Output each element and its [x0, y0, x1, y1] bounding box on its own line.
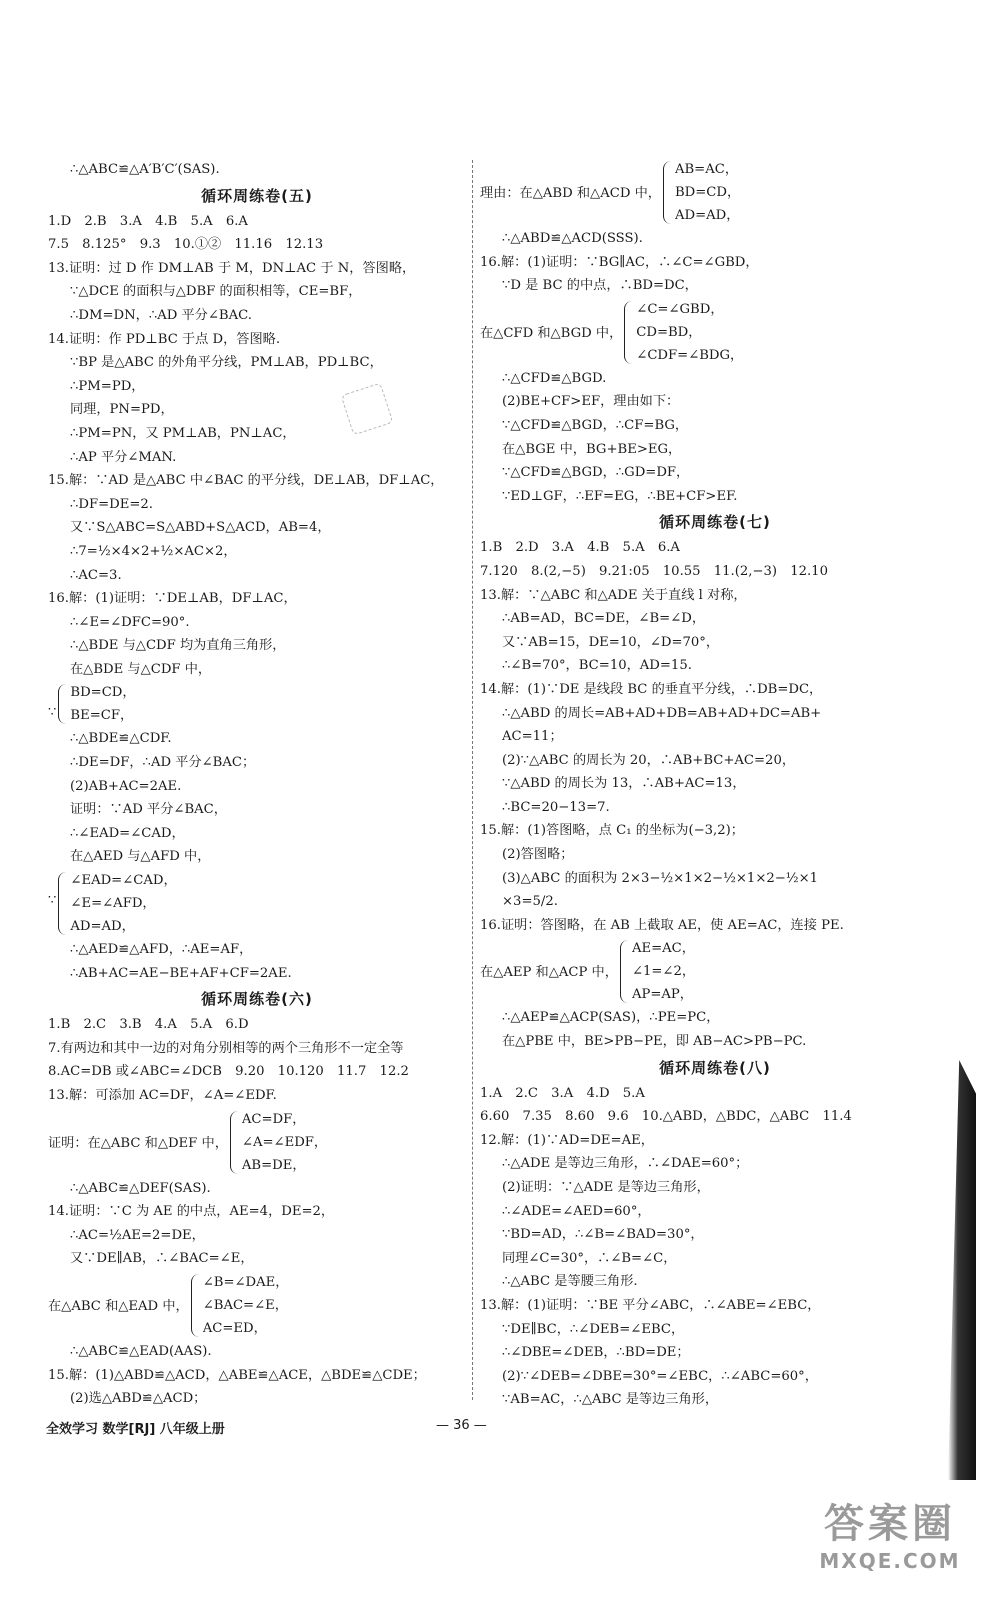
answer-line: 在△BDE 与△CDF 中，: [70, 661, 212, 677]
equation-system: [48, 1108, 466, 1177]
answer-line: 证明：∵AD 平分∠BAC，: [70, 802, 227, 818]
system-lead-text: 在△ABC 和△EAD 中，: [48, 1298, 189, 1314]
system-row: ∠A=∠EDF，: [241, 1134, 328, 1150]
answer-line: (2)∵∠DEB=∠DBE=30°=∠EBC，∴∠ABC=60°，: [502, 1368, 818, 1384]
system-row: AC=ED，: [202, 1320, 267, 1336]
answer-line: ∴△CFD≌△BGD.: [502, 370, 607, 386]
answer-line: AC=11；: [502, 729, 563, 745]
answer-line: ∴∠ADE=∠AED=60°，: [502, 1203, 651, 1219]
answer-line: 12.解：(1)∵AD=DE=AE，: [480, 1132, 654, 1148]
answer-line: ∴AC=½AE=2=DE，: [70, 1227, 205, 1243]
site-watermark: [790, 1492, 990, 1584]
answer-line: ∵△CFD≌△BGD，∴GD=DF，: [502, 465, 690, 481]
answer-line: ∴△ABC 是等腰三角形.: [502, 1274, 638, 1290]
answer-line: 16.解：(1)证明：∵DE⊥AB，DF⊥AC，: [48, 591, 297, 607]
system-row: AB=DE，: [241, 1157, 306, 1173]
answer-line: 同理∠C=30°，∴∠B=∠C，: [502, 1250, 677, 1266]
brace-symbol: [663, 161, 671, 224]
system-row: AB=AC，: [674, 162, 739, 177]
system-row: ∠B=∠DAE，: [202, 1274, 289, 1290]
answer-line: ∵△ABD 的周长为 13，∴AB+AC=13，: [502, 776, 746, 792]
answer-line: 13.证明：过 D 作 DM⊥AB 于 M，DN⊥AC 于 N，答图略，: [48, 260, 416, 276]
brace-symbol: [58, 872, 66, 935]
system-row: CD=BD，: [636, 324, 702, 340]
answer-line: ∴AB=AD，BC=DE，∠B=∠D，: [502, 611, 706, 627]
answer-line: 1.B 2.D 3.A 4.B 5.A 6.A: [480, 540, 680, 556]
system-row: BD=CD，: [70, 685, 136, 701]
column-divider: [472, 160, 473, 1400]
brace-symbol: [620, 940, 628, 1003]
answer-line: (2)选△ABD≌△ACD；: [70, 1391, 207, 1407]
system-lead-text: ∵: [48, 893, 57, 909]
equation-system: [480, 298, 950, 367]
answer-line: ∴∠EAD=∠CAD，: [70, 825, 185, 841]
system-lead-text: ∵: [48, 705, 57, 721]
answer-line: ∴△AED≌△AFD，∴AE=AF，: [70, 942, 253, 958]
answer-line: ∴△ABC≌△DEF(SAS).: [70, 1180, 211, 1196]
answer-line: 16.证明：答图略，在 AB 上截取 AE，使 AE=AC，连接 PE.: [480, 917, 844, 933]
answer-line: ∵BP 是△ABC 的外角平分线，PM⊥AB，PD⊥BC，: [70, 355, 383, 371]
answer-line: ∵ED⊥GF，∴EF=EG，∴BE+CF>EF.: [502, 488, 738, 504]
brace-symbol: [191, 1274, 199, 1337]
brace-symbol: [58, 684, 66, 724]
system-row: ∠C=∠GBD，: [636, 301, 724, 317]
answer-line: ∴DF=DE=2.: [70, 496, 153, 512]
book-title: 全效学习 数学[RJ] 八年级上册: [46, 1422, 225, 1437]
answer-line: ×3=5/2.: [502, 894, 558, 910]
system-row: ∠E=∠AFD，: [70, 896, 156, 912]
system-lead-text: 在△AEP 和△ACP 中，: [480, 965, 618, 981]
watermark-url: MXQE.COM: [819, 1549, 961, 1573]
answer-line: 15.解：∵AD 是△ABC 中∠BAC 的平分线，DE⊥AB，DF⊥AC，: [48, 473, 444, 489]
equation-system: [48, 1271, 466, 1340]
answer-line: 同理，PN=PD，: [70, 402, 174, 418]
answer-line: 又∵S△ABC=S△ABD+S△ACD，AB=4，: [70, 520, 331, 536]
answer-line: (2)BE+CF>EF，理由如下：: [502, 394, 680, 410]
answer-line: ∴△AEP≌△ACP(SAS)，∴PE=PC，: [502, 1010, 720, 1026]
left-column: [48, 158, 466, 1411]
answer-line: ∴△ABC≌△EAD(AAS).: [70, 1343, 212, 1359]
system-row: BE=CF，: [70, 708, 134, 724]
system-lead-text: 理由：在△ABD 和△ACD 中，: [480, 186, 661, 201]
answer-line: 1.B 2.C 3.B 4.A 5.A 6.D: [48, 1017, 249, 1033]
answer-line: (2)AB+AC=2AE.: [70, 778, 182, 794]
system-row: AD=AD，: [674, 208, 740, 223]
answer-line: ∵△CFD≌△BGD，∴CF=BG，: [502, 417, 689, 433]
answer-line: ∴△ABC≌△A′B′C′(SAS).: [70, 162, 220, 177]
answer-line: 16.解：(1)证明：∵BG∥AC，∴∠C=∠GBD，: [480, 254, 759, 270]
answer-line: ∴∠E=∠DFC=90°.: [70, 614, 190, 630]
system-row: AE=AC，: [631, 941, 695, 957]
brace-symbol: [624, 301, 632, 364]
answer-line: ∴△ABD 的周长=AB+AD+DB=AB+AD+DC=AB+: [502, 705, 822, 721]
answer-line: ∴AB+AC=AE−BE+AF+CF=2AE.: [70, 965, 292, 981]
answer-line: 7.5 8.125° 9.3 10.①② 11.16 12.13: [48, 237, 324, 253]
answer-line: ∴DM=DN，∴AD 平分∠BAC.: [70, 307, 252, 323]
answer-line: ∴△ABD≌△ACD(SSS).: [502, 231, 643, 246]
answer-line: ∴PM=PD，: [70, 378, 145, 394]
answer-line: 14.解：(1)∵DE 是线段 BC 的垂直平分线，∴DB=DC，: [480, 681, 823, 697]
answer-line: ∵BD=AD，∴∠B=∠BAD=30°，: [502, 1227, 704, 1243]
right-column: [480, 158, 950, 1412]
section-title: 循环周练卷(七): [659, 513, 771, 532]
answer-line: ∴∠B=70°，BC=10，AD=15.: [502, 658, 692, 674]
page-footer: [46, 1418, 952, 1437]
answer-line: 在△BGE 中，BG+BE>EG，: [502, 441, 682, 457]
page-number: — 36 —: [436, 1418, 487, 1433]
answer-line: (2)∵△ABC 的周长为 20，∴AB+BC+AC=20，: [502, 752, 796, 768]
equation-system: [480, 158, 950, 227]
answer-line: 又∵DE∥AB，∴∠BAC=∠E，: [70, 1251, 254, 1267]
system-lead-text: 在△CFD 和△BGD 中，: [480, 325, 623, 341]
equation-system: [48, 869, 466, 938]
answer-line: ∴AC=3.: [70, 567, 122, 583]
answer-line: 1.A 2.C 3.A 4.D 5.A: [480, 1085, 645, 1101]
answer-line: 13.解：∵△ABC 和△ADE 关于直线 l 对称，: [480, 587, 747, 603]
answer-line: (2)证明：∵△ADE 是等边三角形，: [502, 1180, 710, 1195]
answer-line: 在△AED 与△AFD 中，: [70, 849, 211, 865]
answer-line: ∴△BDE≌△CDF.: [70, 731, 172, 747]
system-row: AC=DF，: [241, 1111, 306, 1127]
system-row: ∠CDF=∠BDG，: [636, 347, 744, 363]
section-title: 循环周练卷(八): [659, 1058, 771, 1077]
answer-line: ∵D 是 BC 的中点，∴BD=DC，: [502, 278, 698, 294]
system-row: AD=AD，: [70, 919, 135, 935]
answer-line: 8.AC=DB 或∠ABC=∠DCB 9.20 10.120 11.7 12.2: [48, 1064, 409, 1080]
answer-line: ∴AP 平分∠MAN.: [70, 449, 177, 465]
system-row: BD=CD，: [674, 185, 741, 200]
system-row: AP=AP，: [631, 987, 693, 1003]
answer-line: 7.120 8.(2,−5) 9.21:05 10.55 11.(2,−3) 12.10: [480, 563, 828, 579]
answer-line: 在△PBE 中，BE>PB−PE，即 AB−AC>PB−PC.: [502, 1034, 807, 1050]
answer-line: 14.证明：∵C 为 AE 的中点，AE=4，DE=2，: [48, 1204, 335, 1220]
answer-line: ∵△DCE 的面积与△DBF 的面积相等，CE=BF，: [70, 284, 362, 300]
answer-line: ∴BC=20−13=7.: [502, 799, 610, 815]
book-spine-shadow: [948, 1060, 976, 1480]
answer-line: (3)△ABC 的面积为 2×3−½×1×2−½×1×2−½×1: [502, 870, 819, 886]
answer-line: 15.解：(1)答图略，点 C₁ 的坐标为(−3,2)；: [480, 823, 744, 839]
answer-line: 又∵AB=15，DE=10，∠D=70°，: [502, 634, 720, 650]
system-row: ∠EAD=∠CAD，: [70, 873, 177, 889]
answer-line: ∴PM=PN，又 PM⊥AB，PN⊥AC，: [70, 425, 296, 441]
answer-line: 13.解：(1)证明：∵BE 平分∠ABC，∴∠ABE=∠EBC，: [480, 1297, 821, 1313]
section-title: 循环周练卷(五): [201, 186, 313, 205]
answer-line: 6.60 7.35 8.60 9.6 10.△ABD，△BDC，△ABC 11.4: [480, 1109, 852, 1125]
answer-line: 15.解：(1)△ABD≌△ACD，△ABE≌△ACE，△BDE≌△CDE；: [48, 1367, 426, 1383]
equation-system: [480, 937, 950, 1006]
answer-line: ∵DE∥BC，∴∠DEB=∠EBC，: [502, 1321, 685, 1337]
system-lead-text: 证明：在△ABC 和△DEF 中，: [48, 1135, 228, 1151]
answer-line: 13.解：可添加 AC=DF，∠A=∠EDF.: [48, 1088, 277, 1103]
system-row: ∠BAC=∠E，: [202, 1297, 288, 1313]
answer-line: 7.有两边和其中一边的对角分别相等的两个三角形不一定全等: [48, 1040, 404, 1056]
answer-line: 14.证明：作 PD⊥BC 于点 D，答图略.: [48, 331, 281, 347]
answer-line: ∴△ADE 是等边三角形，∴∠DAE=60°；: [502, 1156, 749, 1172]
equation-system: [48, 681, 466, 727]
answer-line: ∴7=½×4×2+½×AC×2，: [70, 543, 237, 559]
brace-symbol: [230, 1111, 238, 1174]
answer-line: ∵AB=AC，∴△ABC 是等边三角形，: [502, 1392, 719, 1408]
answer-line: ∴△BDE 与△CDF 均为直角三角形，: [70, 638, 286, 654]
system-row: ∠1=∠2，: [631, 964, 696, 980]
answer-line: (2)答图略；: [502, 847, 574, 863]
watermark-logo: 答案圈: [824, 1501, 956, 1547]
answer-line: ∴∠DBE=∠DEB，∴BD=DE；: [502, 1345, 690, 1361]
answer-line: 1.D 2.B 3.A 4.B 5.A 6.A: [48, 213, 248, 229]
section-title: 循环周练卷(六): [201, 990, 313, 1009]
answer-line: ∴DE=DF，∴AD 平分∠BAC；: [70, 755, 256, 771]
